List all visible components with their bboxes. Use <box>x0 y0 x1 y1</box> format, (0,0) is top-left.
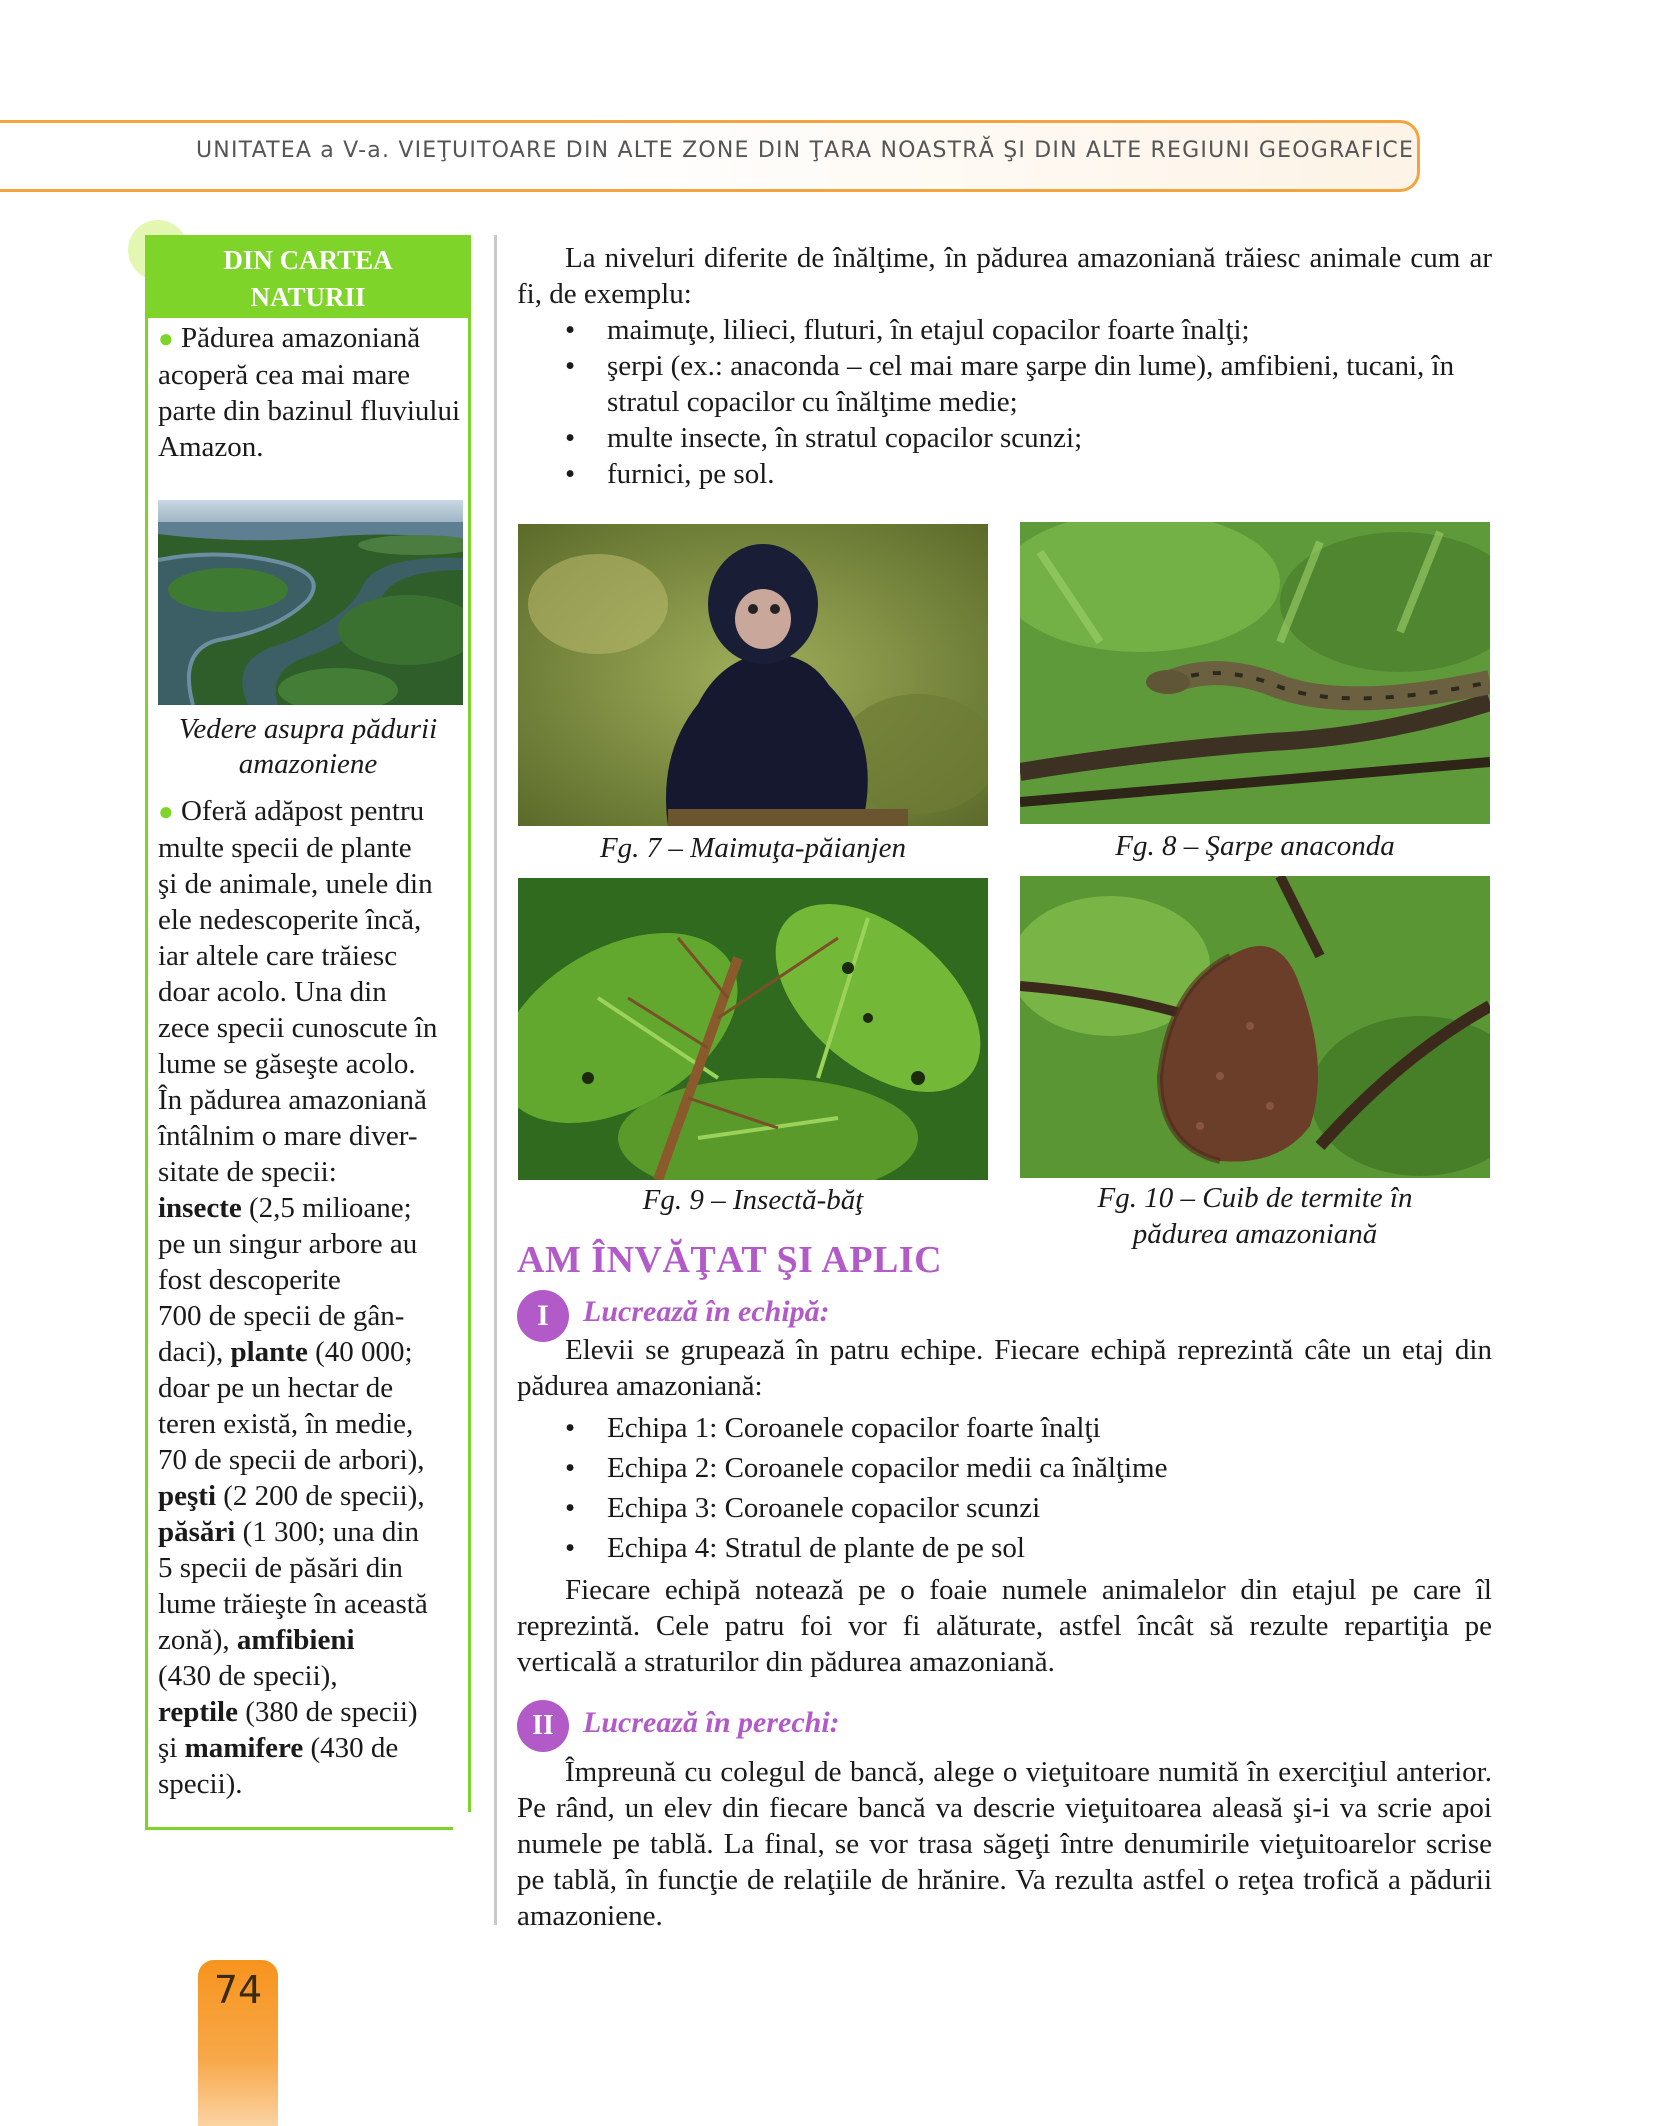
sidebar-box <box>145 235 471 1830</box>
sidebar-line: 700 de specii de gân- <box>158 1300 405 1332</box>
green-bullet-icon: ● <box>158 797 174 826</box>
sidebar-line <box>158 1730 470 1766</box>
figure-10-caption-line1: Fg. 10 – Cuib de termite în <box>1097 1182 1413 1214</box>
text-zona: zonă), <box>158 1624 237 1656</box>
list-item: • multe insecte, în stratul copacilor scunzi; <box>565 420 1492 456</box>
task-2-title: Lucrează în perechi: <box>583 1706 840 1739</box>
sidebar-line <box>158 1622 470 1658</box>
list-item: • furnici, pe sol. <box>565 456 1492 492</box>
task-2-text: Împreună cu colegul de bancă, alege o vieţuitoare numită în exerciţiul anterior. Pe rând, un elev din fiecare bancă va descrie vieţuitoarea aleasă şi-i va scrie apoi numele pe tablă. La final, se vor trasa săgeţi între denumirile vieţuitoarelor scrise pe tablă, în funcţie de relaţiile de hrănire. Va rezulta astfel o reţea trofică a pădurii amazoniene. <box>517 1756 1492 1932</box>
intro-paragraph: La niveluri diferite de înălţime, în pădurea amazoniană trăiesc animale cum ar fi, de exemplu: <box>517 242 1492 310</box>
sidebar-paragraph-1 <box>158 320 470 465</box>
figure-termite-nest <box>1020 876 1490 1178</box>
term-amfibieni-rest: (430 de specii), <box>158 1660 338 1692</box>
sidebar-line <box>158 1334 470 1370</box>
sidebar-line: specii). <box>158 1768 243 1800</box>
text-si: şi <box>158 1732 185 1764</box>
sidebar-corner-cut <box>453 1812 471 1830</box>
sidebar-line: 5 specii de păsări din <box>158 1552 403 1584</box>
figure-spider-monkey <box>518 524 988 826</box>
term-pesti-rest: (2 200 de specii), <box>216 1480 425 1512</box>
term-reptile-rest: (380 de specii) <box>238 1696 418 1728</box>
figure-8-caption: Fg. 8 – Şarpe anaconda <box>1115 830 1395 862</box>
sidebar-line: doar acolo. Una din <box>158 976 387 1008</box>
sidebar-line <box>158 1514 470 1550</box>
figure-stick-insect <box>518 878 988 1180</box>
sidebar-line: întâlnim o mare diver- <box>158 1120 418 1152</box>
text-daci: daci), <box>158 1336 231 1368</box>
sidebar-line: sitate de specii: <box>158 1156 337 1188</box>
sidebar-line: pe un singur arbore au <box>158 1228 418 1260</box>
aerial-caption-line1: Vedere asupra pădurii <box>178 713 438 745</box>
term-plante-rest: (40 000; <box>307 1336 413 1368</box>
term-amfibieni: amfibieni <box>236 1624 355 1656</box>
sidebar-line: lume trăieşte în această <box>158 1588 428 1620</box>
list-item: • Echipa 4: Stratul de plante de pe sol <box>565 1528 1492 1568</box>
amazon-aerial-image <box>158 500 463 705</box>
task-1-badge: I <box>517 1290 569 1342</box>
list-item: • şerpi (ex.: anaconda – cel mai mare şarpe din lume), amfibieni, tucani, în stratul copacilor cu înălţime medie; <box>565 348 1492 420</box>
sidebar-line: multe specii de plante <box>158 832 412 864</box>
sidebar-line: teren există, în medie, <box>158 1408 414 1440</box>
sidebar-line: şi de animale, unele din <box>158 868 433 900</box>
sidebar-line: Oferă adăpost pentru <box>180 795 425 827</box>
sidebar-line <box>158 1478 470 1514</box>
page-number: 74 <box>213 1968 263 2012</box>
figure-9-caption: Fg. 9 – Insectă-băţ <box>642 1184 864 1216</box>
sidebar-line <box>158 1694 470 1730</box>
term-mamifere: mamifere <box>184 1732 304 1764</box>
teams-list <box>565 1408 1492 1568</box>
sidebar-paragraph-2 <box>158 793 470 1802</box>
sidebar-line: iar altele care trăiesc <box>158 940 398 972</box>
aerial-image-caption <box>148 712 468 782</box>
figure-10-caption <box>1020 1180 1490 1252</box>
term-reptile: reptile <box>158 1696 238 1728</box>
sidebar-line: 70 de specii de arbori), <box>158 1444 425 1476</box>
task-1-text: Elevii se grupează în patru echipe. Fiecare echipă reprezintă câte un etaj din pădurea amazoniană: <box>517 1334 1492 1402</box>
sidebar-line: lume se găseşte acolo. <box>158 1048 416 1080</box>
list-item: • Echipa 3: Coroanele copacilor scunzi <box>565 1488 1492 1528</box>
chapter-title: UNITATEA a V-a. VIEŢUITOARE DIN ALTE ZONE DIN ŢARA NOASTRĂ ŞI DIN ALTE REGIUNI GEOGRAFICE <box>196 138 1415 163</box>
figure-anaconda <box>1020 522 1490 824</box>
sidebar-p1-text: Pădurea amazoniană acoperă cea mai mare parte din bazinul fluviului Amazon. <box>158 322 461 463</box>
sidebar-title <box>148 238 468 318</box>
list-item: • Echipa 2: Coroanele copacilor medii ca înălţime <box>565 1448 1492 1488</box>
term-insecte-rest: (2,5 milioane; <box>241 1192 412 1224</box>
task-2-badge: II <box>517 1700 569 1752</box>
term-pasari: păsări <box>158 1516 236 1548</box>
list-item: • Echipa 1: Coroanele copacilor foarte înalţi <box>565 1408 1492 1448</box>
sidebar-title-line1: DIN CARTEA <box>223 245 393 275</box>
figure-7-caption: Fg. 7 – Maimuţa-păianjen <box>599 832 907 864</box>
term-pesti: peşti <box>158 1480 216 1512</box>
sidebar-title-line2: NATURII <box>250 282 366 312</box>
sidebar-line <box>158 1190 470 1226</box>
term-pasari-rest: (1 300; una din <box>235 1516 419 1548</box>
term-insecte: insecte <box>158 1192 242 1224</box>
aerial-caption-line2: amazoniene <box>238 748 378 780</box>
column-divider <box>494 235 497 1925</box>
sidebar-line: zece specii cunoscute în <box>158 1012 438 1044</box>
task-1-after-text: Fiecare echipă notează pe o foaie numele animalelor din etajul pe care îl reprezintă. Cele patru foi vor fi alăturate, astfel încât să rezulte repartiţia pe verticală a straturilor din pădurea amazoniană. <box>517 1574 1492 1678</box>
green-bullet-icon: ● <box>158 324 174 353</box>
list-item: • maimuţe, lilieci, fluturi, în etajul copacilor foarte înalţi; <box>565 312 1492 348</box>
figure-10-caption-line2: pădurea amazoniană <box>1132 1218 1378 1250</box>
section-title-apply: AM ÎNVĂŢAT ŞI APLIC <box>517 1239 943 1281</box>
term-plante: plante <box>230 1336 308 1368</box>
task-1-title: Lucrează în echipă: <box>583 1295 830 1328</box>
sidebar-line: fost descoperite <box>158 1264 341 1296</box>
animal-levels-list <box>565 312 1492 492</box>
sidebar-line: În pădurea amazoniană <box>158 1084 427 1116</box>
term-mamifere-rest: (430 de <box>303 1732 399 1764</box>
sidebar-line: doar pe un hectar de <box>158 1372 394 1404</box>
sidebar-line: ele nedescoperite încă, <box>158 904 422 936</box>
